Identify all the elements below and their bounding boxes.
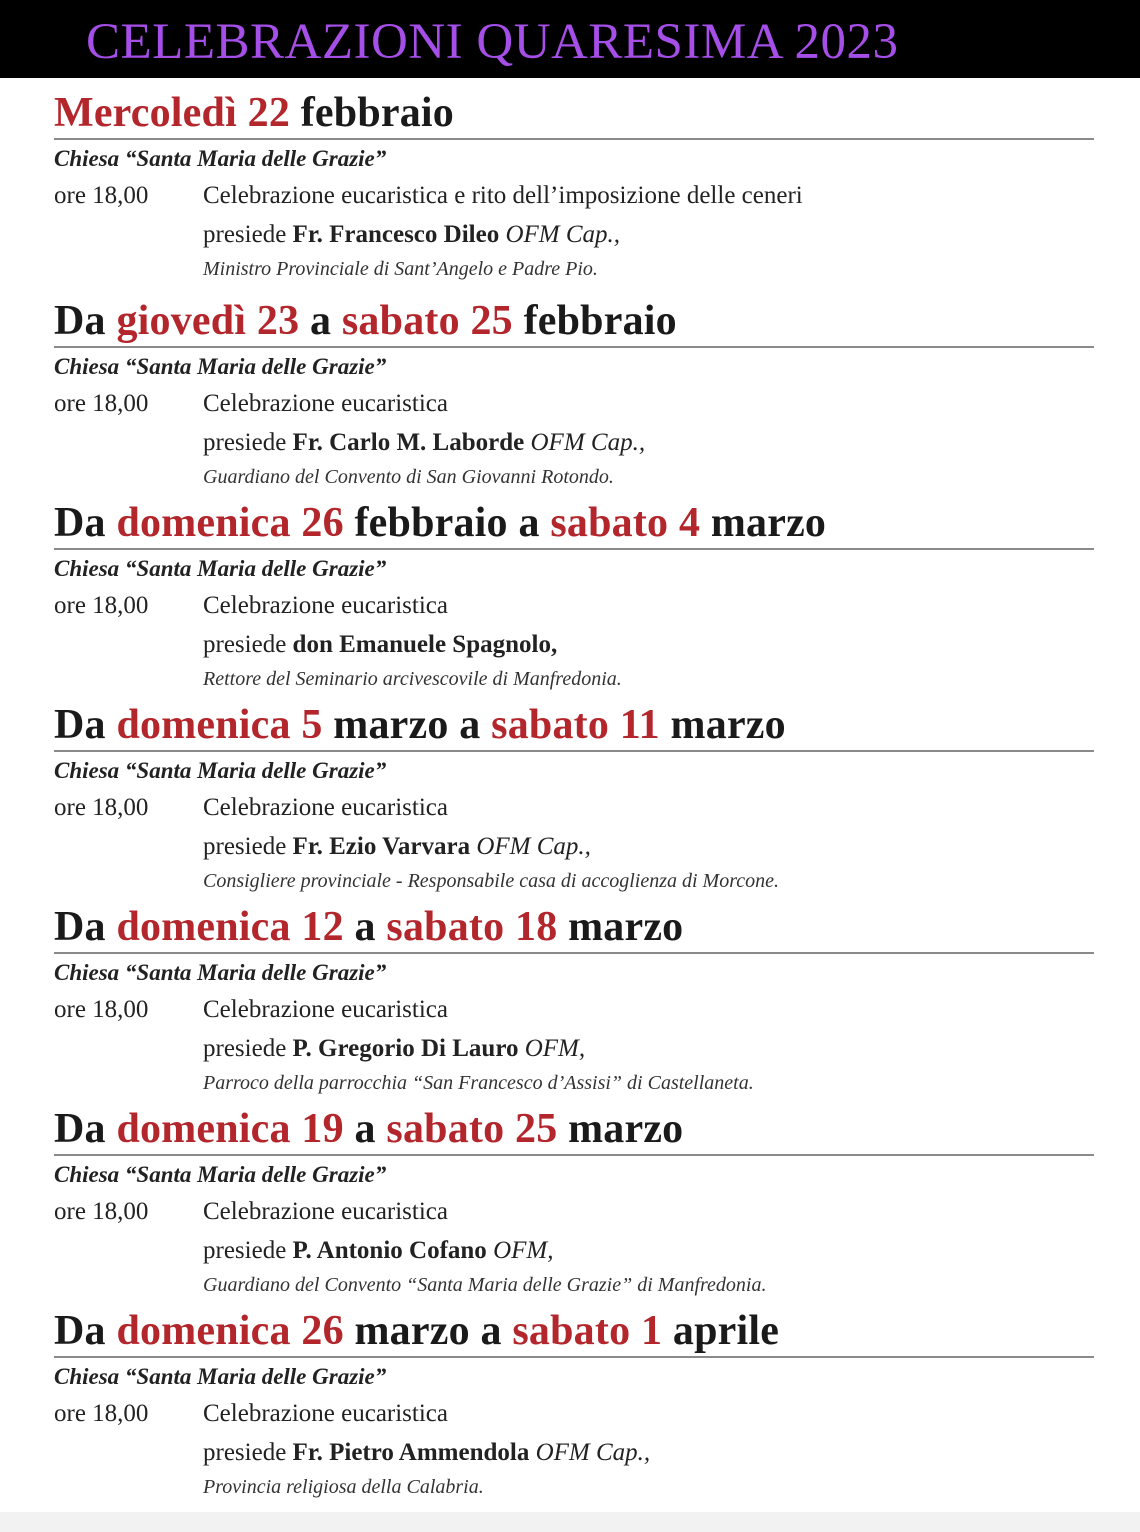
celebration-description: Celebrazione eucaristica [203, 1400, 448, 1427]
heading-date-highlight: domenica 12 [116, 904, 344, 950]
date-range-heading [54, 700, 1094, 752]
schedule-section [54, 700, 1094, 896]
schedule-section [54, 902, 1094, 1098]
presider-name: Fr. Pietro Ammendola [292, 1439, 530, 1466]
heading-text: Da [54, 298, 117, 344]
presider-order: OFM Cap., [529, 1439, 651, 1466]
heading-text: febbraio [512, 298, 677, 344]
presider-role: Guardiano del Convento di San Giovanni Rotondo. [203, 466, 614, 488]
heading-date-highlight: sabato 18 [386, 904, 558, 950]
heading-text: febbraio a [343, 500, 551, 546]
heading-text: a [343, 1106, 387, 1152]
presider-prefix: presiede [203, 1035, 293, 1062]
date-range-heading [54, 1306, 1094, 1358]
heading-date-highlight: sabato 25 [341, 298, 513, 344]
heading-date-highlight: domenica 19 [116, 1106, 344, 1152]
presider-role: Parroco della parrocchia “San Francesco d’Assisi” di Castellaneta. [203, 1072, 754, 1094]
celebration-row [54, 788, 1094, 828]
celebration-time: ore 18,00 [54, 390, 149, 417]
heading-text: marzo [659, 702, 786, 748]
presider-name: don Emanuele Spagnolo, [292, 631, 558, 658]
schedule-section [54, 498, 1094, 694]
celebration-row [54, 990, 1094, 1030]
heading-date-highlight: domenica 26 [116, 1308, 344, 1354]
presider-order: OFM Cap., [524, 429, 646, 456]
church-name: Chiesa “Santa Maria delle Grazie” [54, 1364, 387, 1389]
schedule-section [54, 88, 1094, 284]
heading-text: marzo a [322, 702, 492, 748]
heading-text: Da [54, 904, 117, 950]
celebration-description: Celebrazione eucaristica [203, 390, 448, 417]
presider-role: Provincia religiosa della Calabria. [203, 1476, 484, 1498]
heading-text: Da [54, 1106, 117, 1152]
presider-order: OFM, [518, 1035, 586, 1062]
heading-text: marzo [557, 904, 684, 950]
heading-date-highlight: sabato 1 [512, 1308, 663, 1354]
church-name: Chiesa “Santa Maria delle Grazie” [54, 758, 387, 783]
date-range-heading [54, 902, 1094, 954]
date-range-heading [54, 296, 1094, 348]
presider-line [203, 1434, 1094, 1472]
schedule-section [54, 296, 1094, 492]
heading-text: Da [54, 702, 117, 748]
celebration-time: ore 18,00 [54, 1198, 149, 1225]
presider-role: Rettore del Seminario arcivescovile di Manfredonia. [203, 668, 622, 690]
church-name: Chiesa “Santa Maria delle Grazie” [54, 960, 387, 985]
presider-name: Fr. Ezio Varvara [292, 833, 471, 860]
date-range-heading [54, 1104, 1094, 1156]
presider-line [203, 626, 1094, 664]
celebration-row [54, 586, 1094, 626]
presider-line [203, 828, 1094, 866]
schedule-section [54, 1104, 1094, 1300]
presider-prefix: presiede [203, 429, 293, 456]
church-name: Chiesa “Santa Maria delle Grazie” [54, 354, 387, 379]
heading-text: a [299, 298, 342, 344]
heading-text: febbraio [290, 90, 455, 136]
celebration-description: Celebrazione eucaristica e rito dell’imposizione delle ceneri [203, 182, 803, 209]
presider-prefix: presiede [203, 221, 293, 248]
presider-prefix: presiede [203, 833, 293, 860]
presider-name: Fr. Carlo M. Laborde [292, 429, 525, 456]
church-name: Chiesa “Santa Maria delle Grazie” [54, 556, 387, 581]
celebration-description: Celebrazione eucaristica [203, 996, 448, 1023]
celebration-row [54, 1394, 1094, 1434]
celebration-time: ore 18,00 [54, 1400, 149, 1427]
celebration-time: ore 18,00 [54, 996, 149, 1023]
presider-name: Fr. Francesco Dileo [292, 221, 500, 248]
heading-date-highlight: sabato 11 [491, 702, 660, 748]
title-banner [0, 0, 1140, 78]
heading-date-highlight: Mercoledì 22 [54, 90, 291, 136]
presider-role: Guardiano del Convento “Santa Maria delle Grazie” di Manfredonia. [203, 1274, 767, 1296]
celebration-time: ore 18,00 [54, 794, 149, 821]
heading-date-highlight: sabato 25 [386, 1106, 558, 1152]
presider-line [203, 1030, 1094, 1068]
page-title: CELEBRAZIONI QUARESIMA 2023 [86, 14, 899, 70]
heading-text: a [343, 904, 387, 950]
presider-prefix: presiede [203, 631, 293, 658]
presider-name: P. Antonio Cofano [292, 1237, 487, 1264]
church-name: Chiesa “Santa Maria delle Grazie” [54, 146, 387, 171]
date-range-heading [54, 498, 1094, 550]
heading-text: marzo [557, 1106, 684, 1152]
celebration-time: ore 18,00 [54, 592, 149, 619]
heading-date-highlight: domenica 5 [116, 702, 323, 748]
presider-prefix: presiede [203, 1237, 293, 1264]
presider-order: OFM, [486, 1237, 554, 1264]
heading-date-highlight: sabato 4 [550, 500, 701, 546]
presider-name: P. Gregorio Di Lauro [292, 1035, 519, 1062]
presider-order: OFM Cap., [499, 221, 621, 248]
heading-date-highlight: giovedì 23 [116, 298, 300, 344]
celebration-description: Celebrazione eucaristica [203, 592, 448, 619]
celebration-time: ore 18,00 [54, 182, 149, 209]
presider-prefix: presiede [203, 1439, 293, 1466]
presider-line [203, 1232, 1094, 1270]
date-range-heading [54, 88, 1094, 140]
heading-text: marzo [700, 500, 827, 546]
heading-text: Da [54, 1308, 117, 1354]
presider-line [203, 216, 1094, 254]
presider-role: Consigliere provinciale - Responsabile casa di accoglienza di Morcone. [203, 870, 779, 892]
bottom-strip [0, 1512, 1140, 1532]
heading-date-highlight: domenica 26 [116, 500, 344, 546]
church-name: Chiesa “Santa Maria delle Grazie” [54, 1162, 387, 1187]
presider-line [203, 424, 1094, 462]
presider-order: OFM Cap., [470, 833, 591, 860]
presider-role: Ministro Provinciale di Sant’Angelo e Padre Pio. [203, 258, 598, 280]
celebration-description: Celebrazione eucaristica [203, 794, 448, 821]
celebration-row [54, 176, 1094, 216]
celebration-row [54, 384, 1094, 424]
celebration-description: Celebrazione eucaristica [203, 1198, 448, 1225]
heading-text: aprile [662, 1308, 780, 1354]
heading-text: marzo a [343, 1308, 513, 1354]
heading-text: Da [54, 500, 117, 546]
celebration-row [54, 1192, 1094, 1232]
schedule-section [54, 1306, 1094, 1502]
